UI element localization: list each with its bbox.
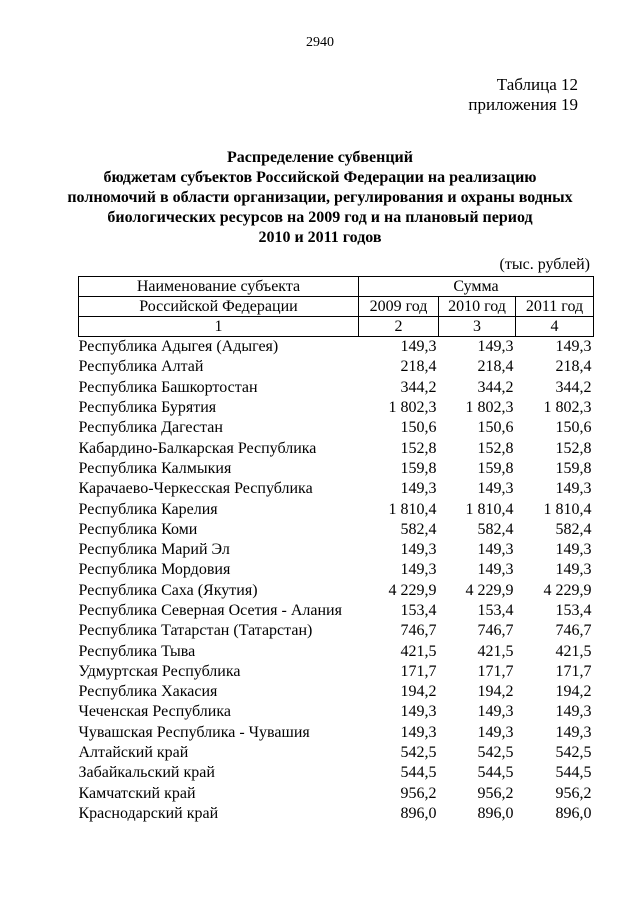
value-2010-cell: 344,2: [477, 378, 514, 396]
value-2009-cell: 421,5: [400, 642, 437, 660]
value-2011-cell: 4 229,9: [543, 581, 592, 599]
value-2010-cell: 149,3: [477, 703, 514, 721]
value-2011-cell: 153,4: [555, 602, 592, 619]
table-row: [79, 479, 594, 499]
region-name-cell: Республика Бурятия: [78, 399, 217, 417]
value-2011-cell: 1 810,4: [543, 500, 592, 518]
value-2009-cell: 218,4: [400, 358, 437, 376]
value-2009-cell: 149,3: [400, 703, 437, 721]
value-2011-cell: 194,2: [555, 683, 592, 701]
title-line4: биологических ресурсов на 2009 год и на плановый период: [107, 209, 533, 226]
region-name-cell: Карачаево-Черкесская Республика: [78, 480, 313, 498]
value-2011-cell: 149,3: [555, 703, 592, 721]
region-name-cell: Кабардино-Балкарская Республика: [78, 439, 317, 457]
value-2009-cell: 544,5: [400, 764, 437, 782]
table-row: [79, 804, 594, 824]
subsidy-table: [78, 276, 594, 824]
region-name-cell: Республика Коми: [78, 520, 198, 538]
value-2009-cell: 746,7: [400, 622, 437, 640]
region-name-cell: Республика Карелия: [78, 500, 218, 518]
title-line2: бюджетам субъектов Российской Федерации на реализацию: [103, 169, 537, 186]
units-label: (тыс. рублей): [499, 256, 590, 273]
value-2009-cell: 344,2: [400, 378, 437, 396]
value-2010-cell: 171,7: [477, 662, 514, 680]
table-row: [79, 581, 594, 601]
value-2011-cell: 171,7: [555, 662, 592, 680]
table-row: [79, 763, 594, 783]
value-2009-cell: 149,3: [400, 541, 437, 559]
region-name-cell: Республика Саха (Якутия): [78, 581, 258, 599]
page-number: 2940: [306, 35, 334, 50]
header-year-2011: 2011 год: [516, 297, 594, 317]
value-2011-cell: 421,5: [555, 642, 592, 660]
value-2010-cell: 150,6: [477, 419, 514, 437]
value-2010-cell: 149,3: [477, 723, 514, 741]
title-line1: Распределение субвенций: [227, 149, 413, 166]
value-2010-cell: 149,3: [477, 541, 514, 559]
value-2009-cell: 149,3: [400, 561, 437, 579]
value-2010-cell: 1 802,3: [465, 399, 514, 417]
value-2009-cell: 150,6: [400, 419, 437, 437]
region-name-cell: Удмуртская Республика: [78, 662, 241, 680]
value-2011-cell: 149,3: [555, 480, 592, 498]
table-row: [79, 418, 594, 438]
header-year-2010: 2010 год: [439, 297, 516, 317]
value-2011-cell: 159,8: [555, 459, 592, 477]
value-2010-cell: 218,4: [477, 358, 514, 376]
title-line5: 2010 и 2011 годов: [258, 229, 382, 246]
table-body: [79, 337, 594, 825]
table-row: [79, 560, 594, 580]
value-2011-cell: 150,6: [555, 419, 592, 437]
region-name-cell: Чувашская Республика - Чувашия: [78, 723, 310, 741]
value-2011-cell: 149,3: [555, 723, 592, 741]
region-name-cell: Алтайский край: [78, 744, 189, 762]
value-2009-cell: 1 810,4: [388, 500, 437, 518]
region-name-cell: Республика Хакасия: [78, 683, 218, 701]
value-2010-cell: 152,8: [477, 439, 514, 457]
value-2011-cell: 149,3: [555, 338, 592, 356]
value-2010-cell: 544,5: [477, 764, 514, 782]
header-col-number-4: 4: [516, 317, 594, 337]
value-2009-cell: 153,4: [400, 602, 437, 619]
region-name-cell: Забайкальский край: [78, 764, 215, 782]
value-2010-cell: 153,4: [477, 602, 514, 619]
table-row: [79, 540, 594, 560]
table-label-line1: Таблица 12: [496, 75, 578, 94]
value-2010-cell: 4 229,9: [465, 581, 514, 599]
header-col-number-2: 2: [359, 317, 439, 337]
table-row: [79, 621, 594, 641]
value-2009-cell: 149,3: [400, 338, 437, 356]
region-name-cell: Республика Калмыкия: [78, 459, 232, 477]
value-2009-cell: 171,7: [400, 662, 437, 680]
region-name-cell: Республика Татарстан (Татарстан): [78, 622, 313, 640]
table-row: [79, 702, 594, 722]
value-2009-cell: 542,5: [400, 744, 437, 762]
value-2011-cell: 746,7: [555, 622, 592, 640]
value-2010-cell: 149,3: [477, 338, 514, 356]
value-2010-cell: 159,8: [477, 459, 514, 477]
value-2009-cell: 582,4: [400, 520, 437, 538]
table-row: [79, 499, 594, 519]
table-row: [79, 337, 594, 358]
value-2011-cell: 956,2: [555, 784, 592, 802]
value-2011-cell: 544,5: [555, 764, 592, 782]
value-2009-cell: 194,2: [400, 683, 437, 701]
value-2009-cell: 4 229,9: [388, 581, 437, 599]
table-row: [79, 398, 594, 418]
value-2009-cell: 896,0: [400, 804, 437, 822]
region-name-cell: Республика Мордовия: [78, 561, 231, 579]
region-name-cell: Республика Марий Эл: [78, 541, 230, 559]
value-2010-cell: 582,4: [477, 520, 514, 538]
value-2010-cell: 542,5: [477, 744, 514, 762]
header-col-number-3: 3: [439, 317, 516, 337]
value-2009-cell: 956,2: [400, 784, 437, 802]
region-name-cell: Республика Адыгея (Адыгея): [78, 338, 279, 356]
table-row: [79, 641, 594, 661]
table-row: [79, 378, 594, 398]
value-2010-cell: 149,3: [477, 561, 514, 579]
document-title: [60, 148, 580, 248]
region-name-cell: Республика Дагестан: [78, 419, 223, 437]
value-2010-cell: 194,2: [477, 683, 514, 701]
region-name-cell: Республика Северная Осетия - Алания: [78, 602, 342, 619]
table-row: [79, 723, 594, 743]
header-name-line2: Российской Федерации: [79, 297, 359, 317]
value-2009-cell: 149,3: [400, 480, 437, 498]
table-row: [79, 438, 594, 458]
header-name-line1: Наименование субъекта: [79, 277, 359, 297]
value-2010-cell: 1 810,4: [465, 500, 514, 518]
title-line3: полномочий в области организации, регулирования и охраны водных: [67, 189, 573, 206]
region-name-cell: Республика Алтай: [78, 358, 204, 376]
value-2011-cell: 542,5: [555, 744, 592, 762]
header-col-number-1: 1: [79, 317, 359, 337]
table-label-line2: приложения 19: [468, 95, 578, 114]
value-2009-cell: 1 802,3: [388, 399, 437, 417]
value-2009-cell: 152,8: [400, 439, 437, 457]
value-2010-cell: 956,2: [477, 784, 514, 802]
table-row: [79, 601, 594, 621]
region-name-cell: Краснодарский край: [78, 804, 219, 822]
header-year-2009: 2009 год: [359, 297, 439, 317]
value-2010-cell: 746,7: [477, 622, 514, 640]
value-2011-cell: 896,0: [555, 804, 592, 822]
table-label: [468, 75, 578, 115]
table-row: [79, 784, 594, 804]
table-row: [79, 682, 594, 702]
region-name-cell: Республика Тыва: [78, 642, 196, 660]
value-2011-cell: 149,3: [555, 561, 592, 579]
value-2009-cell: 149,3: [400, 723, 437, 741]
value-2010-cell: 896,0: [477, 804, 514, 822]
header-sum: Сумма: [359, 277, 594, 297]
region-name-cell: Республика Башкортостан: [78, 378, 258, 396]
value-2011-cell: 149,3: [555, 541, 592, 559]
value-2011-cell: 582,4: [555, 520, 592, 538]
value-2010-cell: 421,5: [477, 642, 514, 660]
value-2011-cell: 344,2: [555, 378, 592, 396]
table-row: [79, 662, 594, 682]
table-row: [79, 459, 594, 479]
table-row: [79, 357, 594, 377]
value-2011-cell: 1 802,3: [543, 399, 592, 417]
value-2009-cell: 159,8: [400, 459, 437, 477]
value-2011-cell: 218,4: [555, 358, 592, 376]
table-row: [79, 520, 594, 540]
region-name-cell: Чеченская Республика: [78, 703, 231, 721]
table-row: [79, 743, 594, 763]
value-2011-cell: 152,8: [555, 439, 592, 457]
region-name-cell: Камчатский край: [78, 784, 196, 802]
table-header: [79, 277, 594, 337]
value-2010-cell: 149,3: [477, 480, 514, 498]
